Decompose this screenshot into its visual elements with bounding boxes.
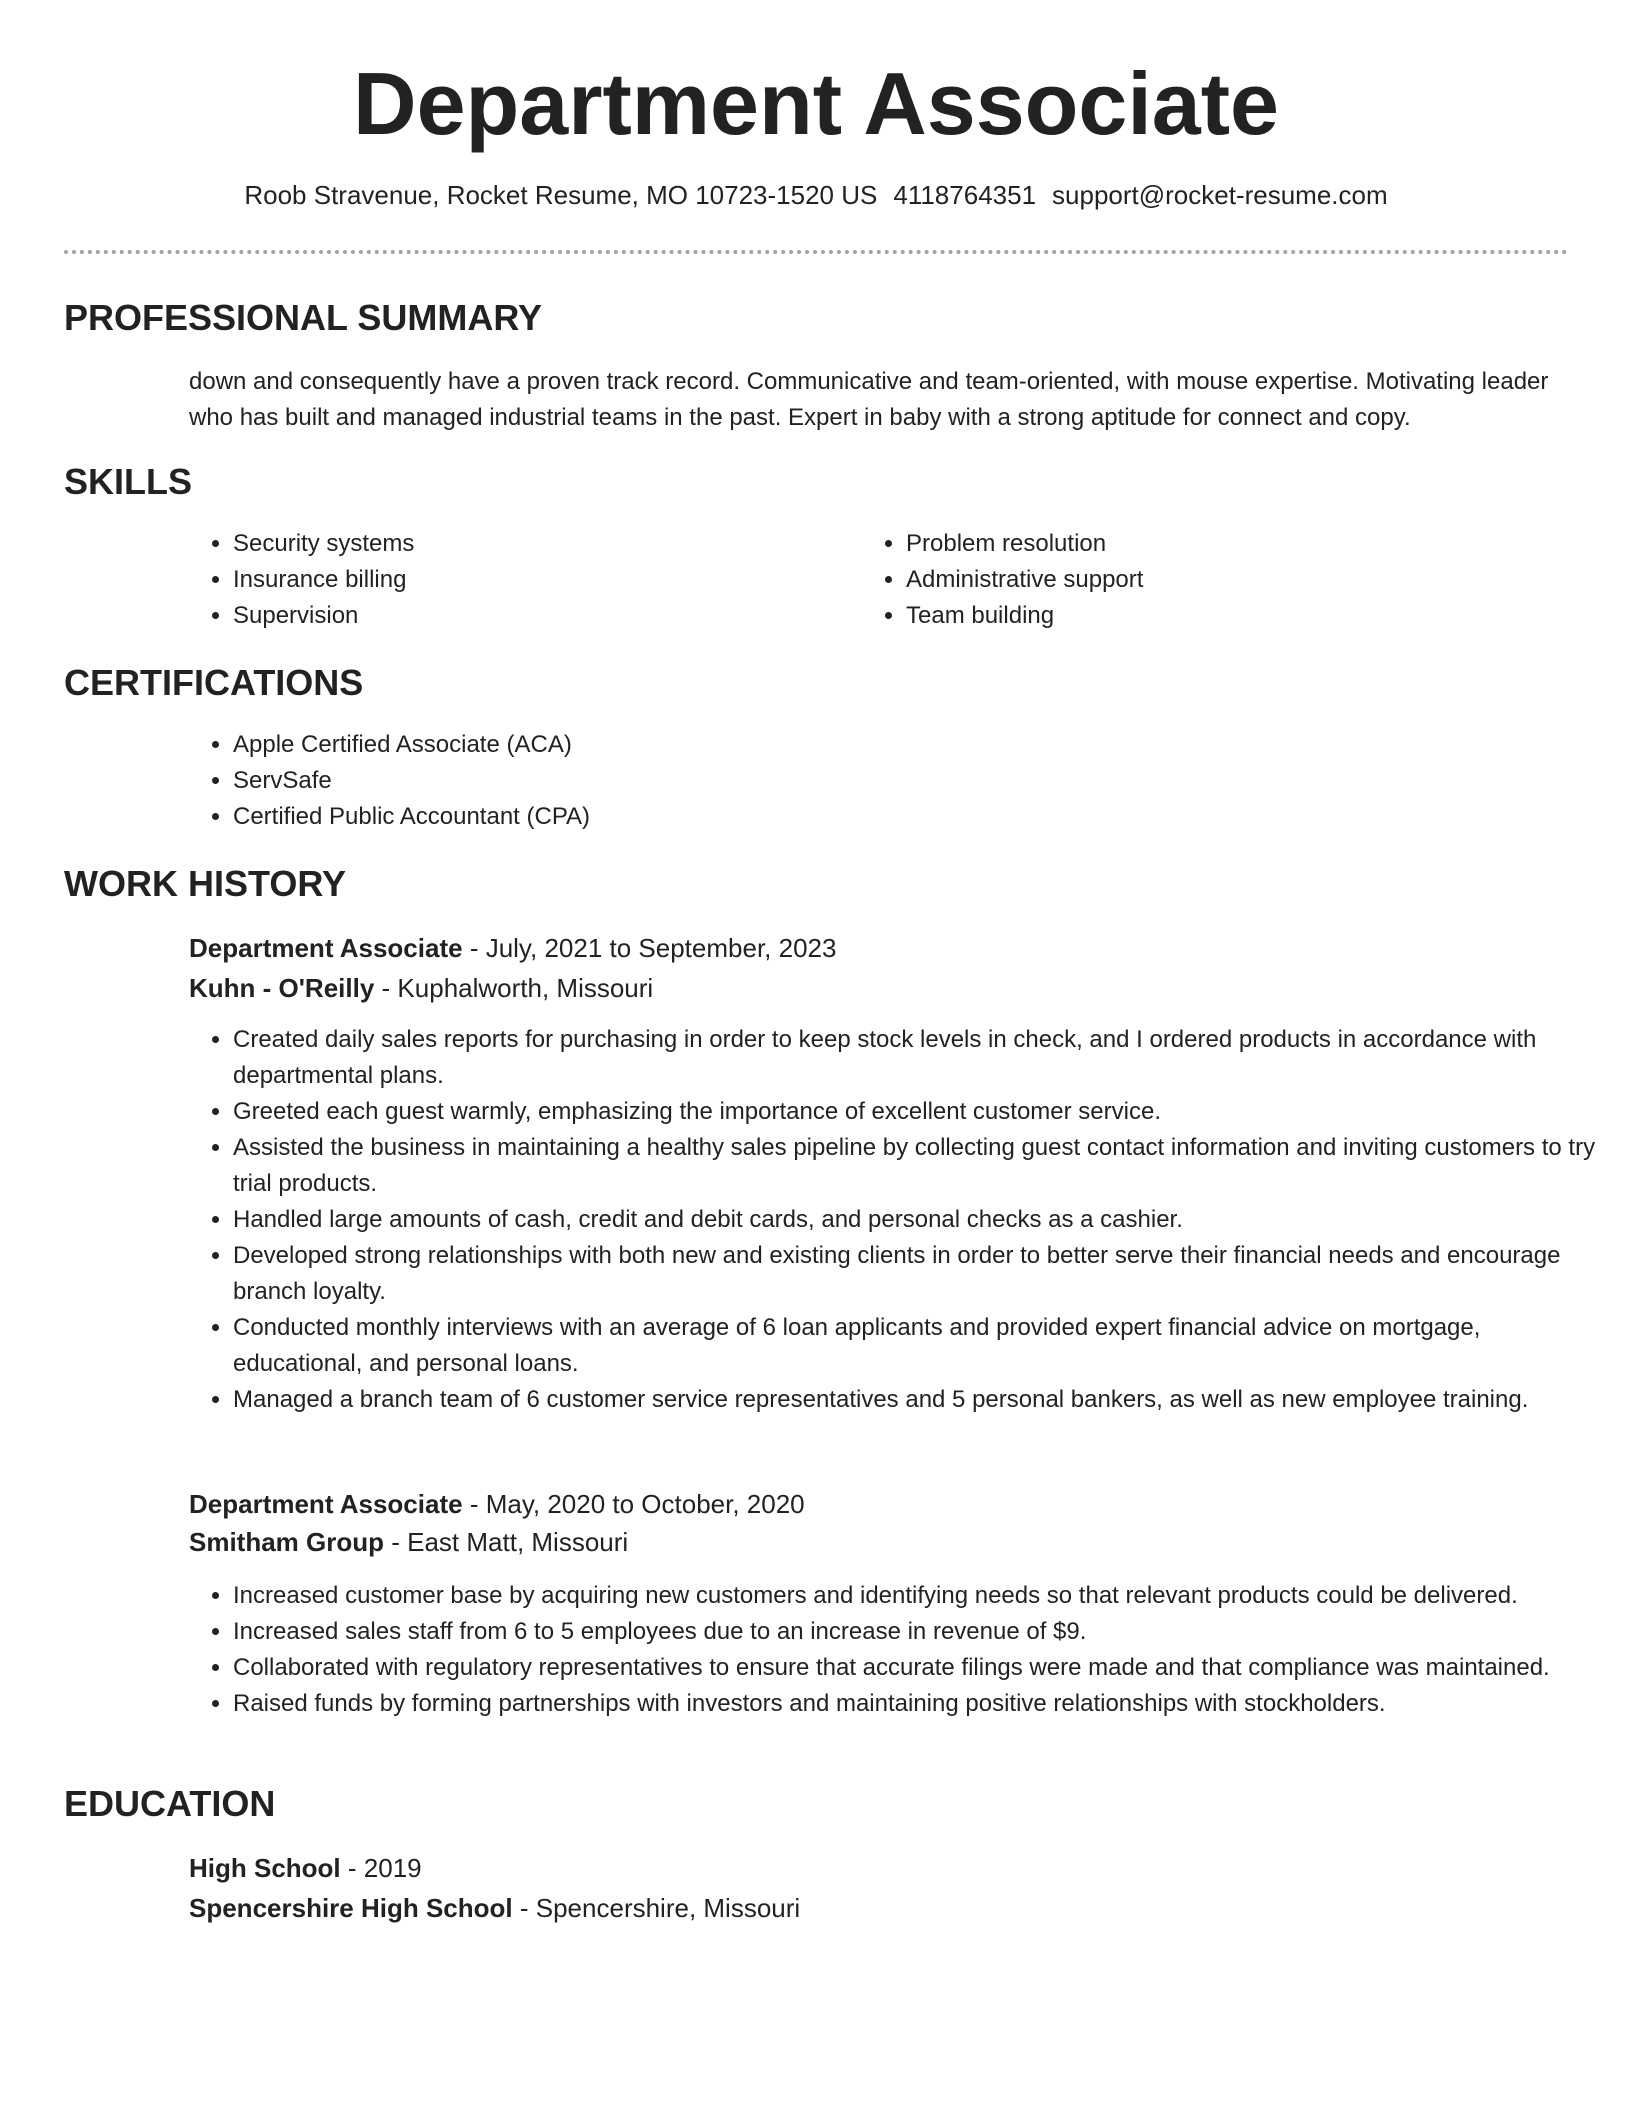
- job-bullet: • Increased customer base by acquiring new customers and identifying needs so that relevant products could be delivered.: [233, 1578, 1613, 1614]
- job-dates: - May, 2020 to October, 2020: [469, 1489, 805, 1519]
- job-bullet: • Created daily sales reports for purchasing in order to keep stock levels in check, and I ordered products in accordance with departmental plans.: [233, 1022, 1613, 1094]
- education-degree-line: [189, 1850, 422, 1886]
- job-company-line: [189, 1524, 628, 1560]
- job-bullet: • Developed strong relationships with both new and existing clients in order to better serve their financial needs and encourage branch loyalty.: [233, 1238, 1613, 1310]
- skills-heading: SKILLS: [64, 461, 193, 502]
- skill-item: • Insurance billing: [233, 562, 853, 598]
- skill-item: • Supervision: [233, 598, 853, 634]
- skill-item: • Team building: [906, 598, 1526, 634]
- job-title-line: [189, 930, 836, 966]
- work-history-heading: WORK HISTORY: [64, 863, 347, 904]
- skill-item: • Security systems: [233, 526, 853, 562]
- certification-item: • Apple Certified Associate (ACA): [233, 727, 1233, 763]
- resume-title: Department Associate: [353, 54, 1279, 153]
- job-company-line: [189, 970, 653, 1006]
- job-bullets: [189, 1022, 1613, 1418]
- job-title: Department Associate: [189, 1489, 463, 1519]
- education-school-line: [189, 1890, 800, 1926]
- job-bullet: • Collaborated with regulatory representatives to ensure that accurate filings were made and that compliance was maintained.: [233, 1650, 1613, 1686]
- certifications-heading: CERTIFICATIONS: [64, 662, 364, 703]
- contact-phone: 4118764351: [893, 180, 1037, 210]
- contact-address: Roob Stravenue, Rocket Resume, MO 10723-1520 US: [244, 180, 878, 210]
- job-bullet: • Greeted each guest warmly, emphasizing the importance of excellent customer service.: [233, 1094, 1613, 1130]
- education-heading: EDUCATION: [64, 1783, 276, 1824]
- job-title-line: [189, 1486, 805, 1522]
- job-company: Smitham Group: [189, 1527, 385, 1557]
- skill-item: • Administrative support: [906, 562, 1526, 598]
- job-bullet: • Managed a branch team of 6 customer service representatives and 5 personal bankers, as well as new employee training.: [233, 1382, 1613, 1418]
- job-bullet: • Increased sales staff from 6 to 5 employees due to an increase in revenue of $9.: [233, 1614, 1613, 1650]
- certifications-list: [189, 727, 1233, 835]
- education-degree: High School: [189, 1853, 341, 1883]
- education-school: Spencershire High School: [189, 1893, 513, 1923]
- job-bullet: • Assisted the business in maintaining a healthy sales pipeline by collecting guest contact information and inviting customers to try trial products.: [233, 1130, 1613, 1202]
- skills-list-left: [189, 526, 853, 634]
- skills-list-right: [862, 526, 1526, 634]
- job-dates: - July, 2021 to September, 2023: [469, 933, 837, 963]
- job-location: - East Matt, Missouri: [391, 1527, 629, 1557]
- skill-item: • Problem resolution: [906, 526, 1526, 562]
- education-location: - Spencershire, Missouri: [519, 1893, 801, 1923]
- certification-item: • ServSafe: [233, 763, 1233, 799]
- contact-info: [0, 178, 1632, 212]
- summary-heading: PROFESSIONAL SUMMARY: [64, 297, 543, 338]
- certification-item: • Certified Public Accountant (CPA): [233, 799, 1233, 835]
- job-title: Department Associate: [189, 933, 463, 963]
- job-bullet: • Handled large amounts of cash, credit and debit cards, and personal checks as a cashier.: [233, 1202, 1613, 1238]
- job-location: - Kuphalworth, Missouri: [381, 973, 654, 1003]
- header-divider: [64, 250, 1568, 254]
- contact-email[interactable]: support@rocket-resume.com: [1052, 180, 1388, 210]
- job-bullet: • Raised funds by forming partnerships with investors and maintaining positive relationships with stockholders.: [233, 1686, 1613, 1722]
- job-company: Kuhn - O'Reilly: [189, 973, 375, 1003]
- summary-text: down and consequently have a proven track record. Communicative and team-oriented, with mouse expertise. Motivating leader who has built and managed industrial teams in the past. Expert in baby with a strong aptitude for connect and copy.: [189, 368, 1549, 431]
- job-bullets: [189, 1578, 1613, 1722]
- job-bullet: • Conducted monthly interviews with an average of 6 loan applicants and provided expert financial advice on mortgage, educational, and personal loans.: [233, 1310, 1613, 1382]
- education-year: - 2019: [347, 1853, 422, 1883]
